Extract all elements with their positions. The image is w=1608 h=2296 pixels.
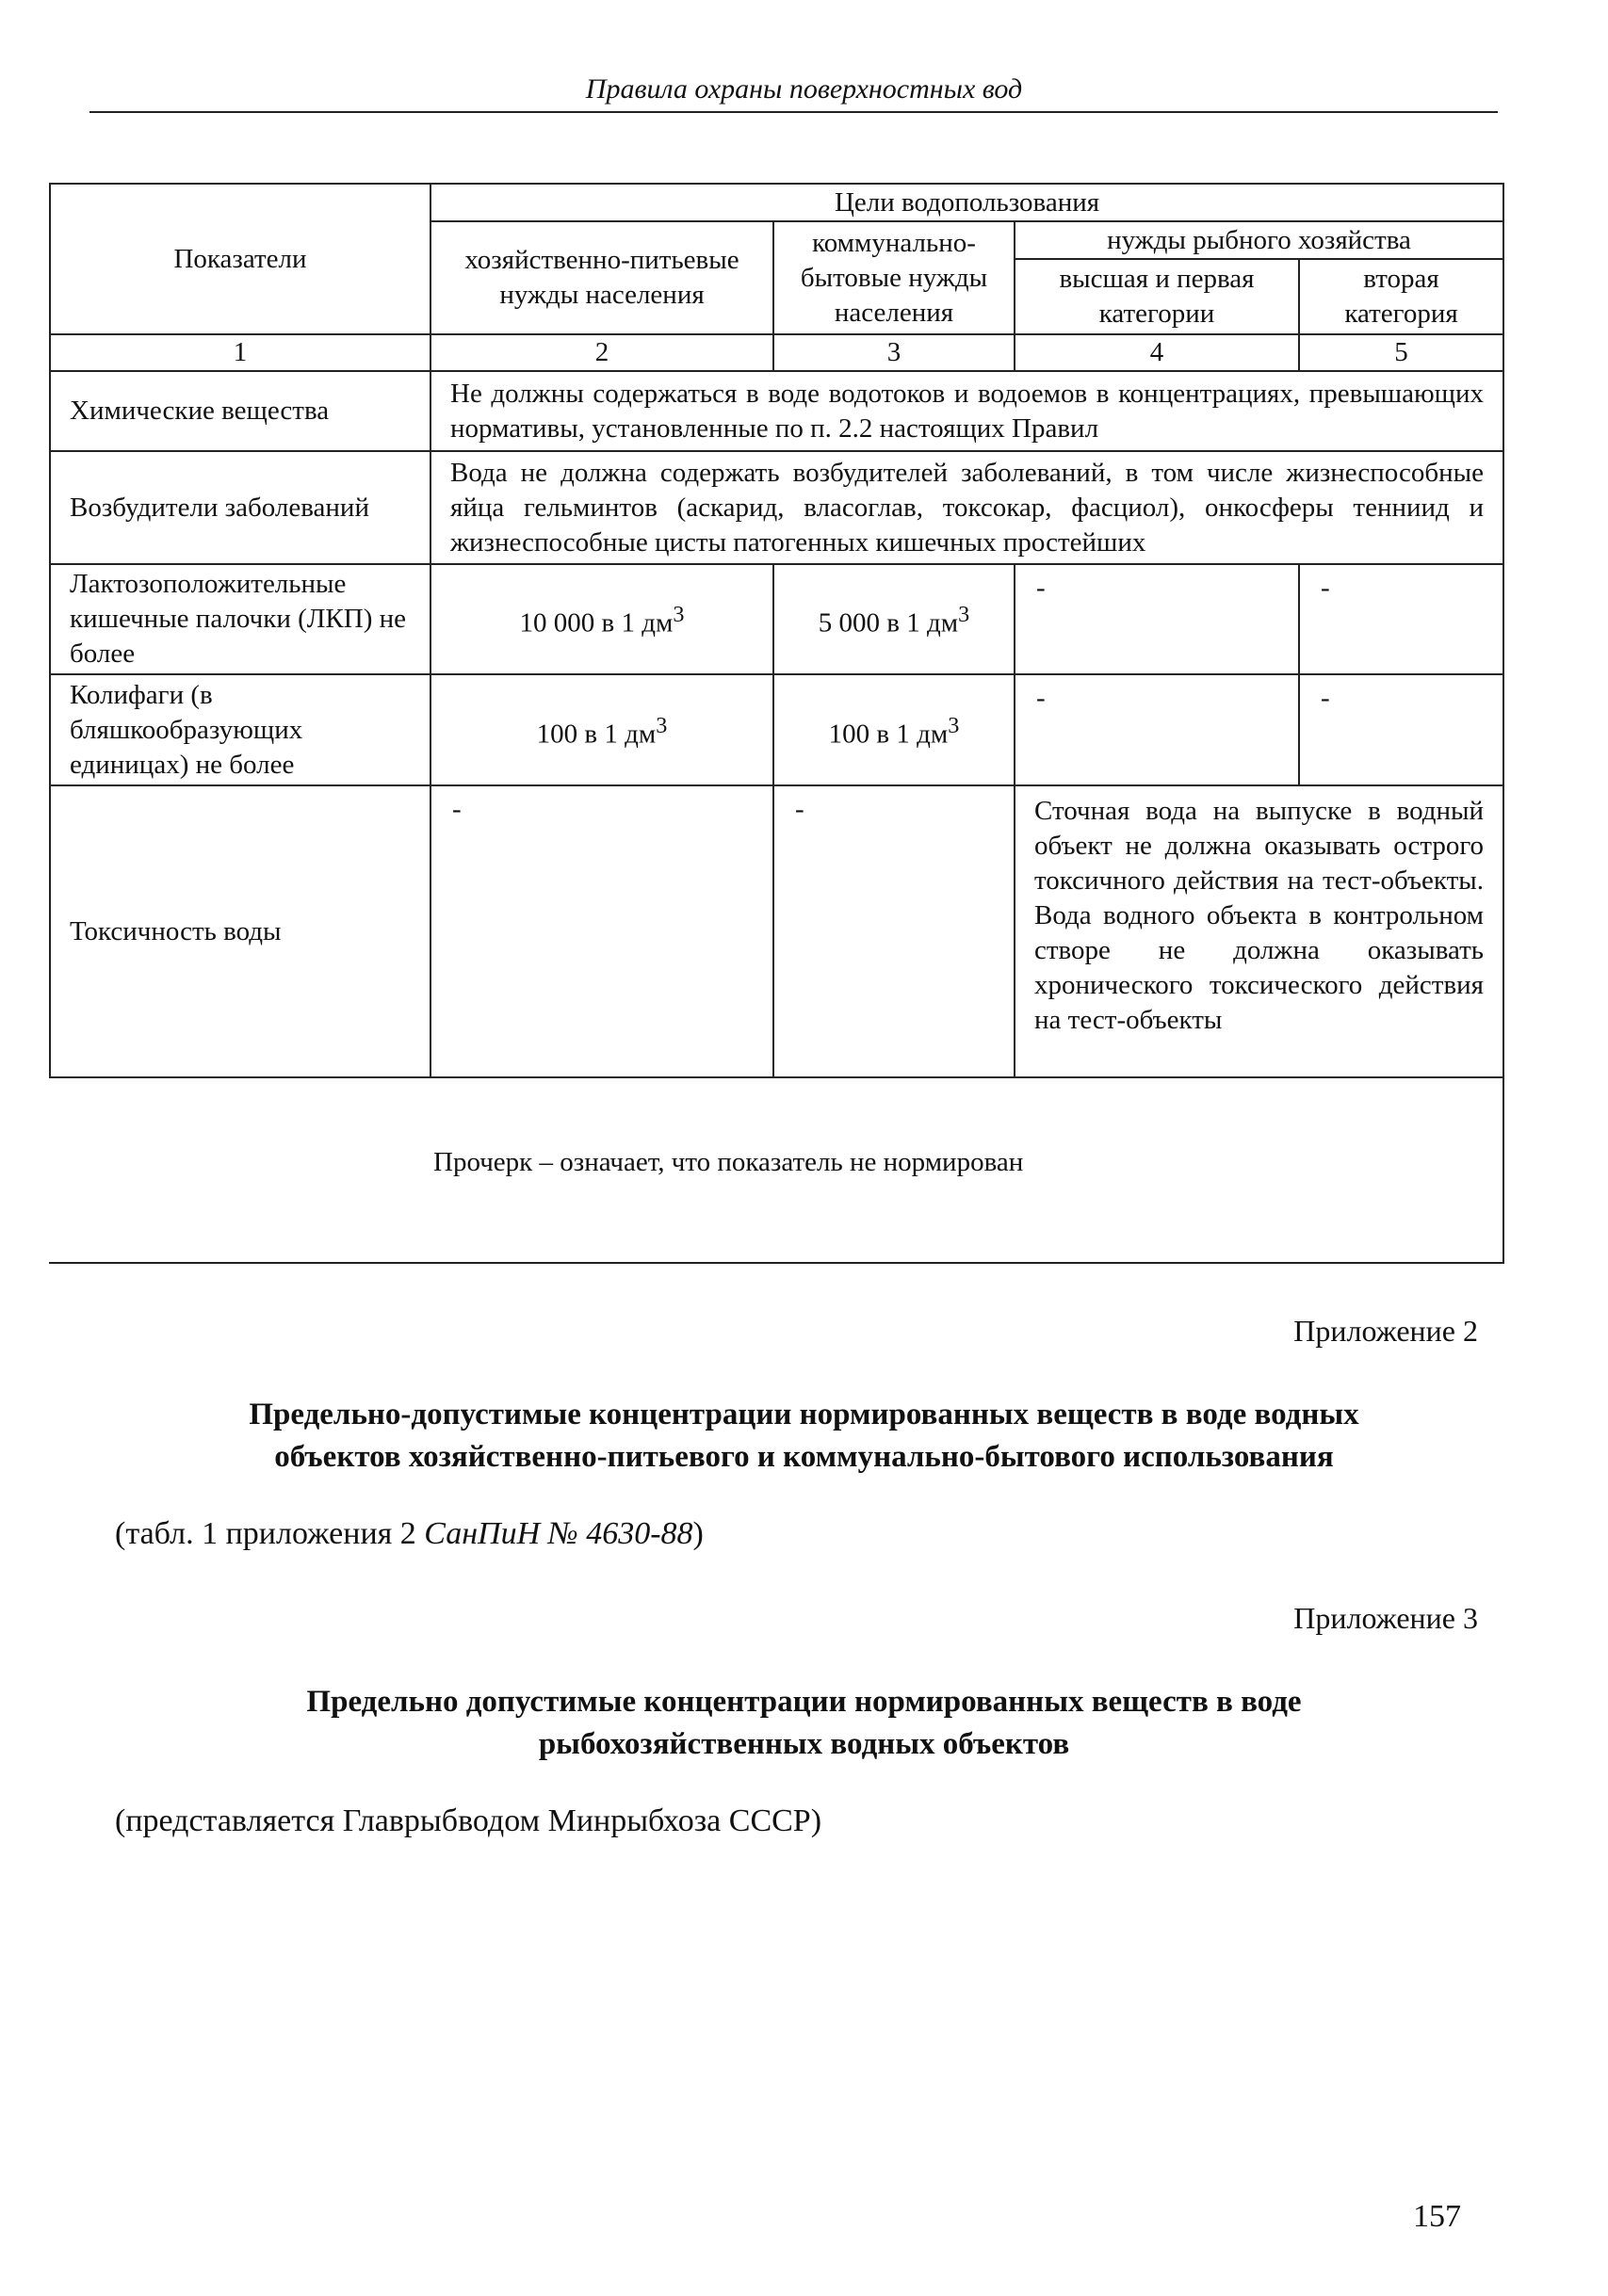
appendix-3-title: [0, 1681, 1608, 1766]
page-number: 157: [1413, 2199, 1461, 2234]
row-coli-fish-high: -: [1015, 674, 1299, 785]
lkp-household-value: 5 000 в 1 дм: [818, 607, 959, 639]
appendix-2-ref-end: ): [692, 1516, 704, 1551]
header-fish-second: вторая категория: [1299, 259, 1503, 334]
appendix-2-ref-doc: СанПиН № 4630-88: [424, 1516, 693, 1551]
header-fishery: нужды рыбного хозяйства: [1015, 221, 1503, 259]
row-tox-fishery: Сточная вода на выпуске в водный объект не должна оказывать острого токсичного действия на тест-объекты. Вода водного объекта в контрольном створе не должна оказывать хронического токсического действия на тест-объекты: [1015, 785, 1503, 1077]
row-coli-drinking: [430, 674, 773, 785]
coli-household-value: 100 в 1 дм: [828, 719, 949, 750]
appendix-2-label: Приложение 2: [1293, 1314, 1478, 1348]
row-coli-fish-second: -: [1299, 674, 1503, 785]
row-lkp-name: Лактозоположительные кишечные палочки (ЛКП) не более: [50, 564, 430, 674]
unit-power: 3: [948, 712, 960, 738]
unit-power: 3: [656, 712, 668, 738]
coli-drinking-value: 100 в 1 дм: [536, 719, 657, 750]
running-header: Правила охраны поверхностных вод: [585, 73, 1023, 105]
row-lkp-household: [773, 564, 1015, 674]
row-lkp-fish-high: -: [1015, 564, 1299, 674]
appendix-2-title-line1: Предельно-допустимые концентрации нормированных веществ в воде водных: [249, 1398, 1359, 1431]
header-household: коммунально-бытовые нужды населения: [773, 221, 1015, 334]
table-note: Прочерк – означает, что показатель не нормирован: [433, 1147, 1024, 1177]
header-drinking: хозяйственно-питьевые нужды населения: [430, 221, 773, 334]
appendix-2-title: [0, 1394, 1608, 1479]
col-number: 3: [773, 334, 1015, 371]
col-number: 5: [1299, 334, 1503, 371]
lkp-drinking-value: 10 000 в 1 дм: [519, 607, 674, 639]
row-path-name: Возбудители заболеваний: [50, 451, 430, 564]
appendix-3-reference: (представляется Главрыбводом Минрыбхоза СССР): [115, 1803, 822, 1838]
row-coli-name: Колифаги (в бляшкообразующих единицах) не более: [50, 674, 430, 785]
appendix-2-ref-start: (табл. 1 приложения 2: [115, 1516, 425, 1551]
appendix-2-title-line2: объектов хозяйственно-питьевого и коммунально-бытового использования: [274, 1440, 1334, 1474]
row-tox-drinking: -: [430, 785, 773, 1077]
row-chem-name: Химические вещества: [50, 371, 430, 451]
row-tox-household: -: [773, 785, 1015, 1077]
col-number: 2: [430, 334, 773, 371]
appendix-3-label: Приложение 3: [1293, 1601, 1478, 1635]
header-fish-high: высшая и первая категории: [1015, 259, 1299, 334]
header-indicators: Показатели: [50, 184, 430, 334]
unit-power: 3: [673, 602, 685, 628]
row-tox-name: Токсичность воды: [50, 785, 430, 1077]
water-quality-table: [49, 183, 1504, 1078]
row-path-text: Вода не должна содержать возбудителей заболеваний, в том числе жизнеспособные яйца гельминтов (аскарид, власоглав, токсокар, фасциол), онкосферы тенниид и жизнеспособные цисты патогенных кишечных простейших: [430, 451, 1503, 564]
header-purposes: Цели водопользования: [430, 184, 1503, 221]
row-coli-household: [773, 674, 1015, 785]
col-number: 1: [50, 334, 430, 371]
appendix-2-reference: [115, 1516, 704, 1552]
row-lkp-drinking: [430, 564, 773, 674]
appendix-3-title-line1: Предельно допустимые концентрации нормированных веществ в воде: [306, 1685, 1302, 1719]
row-lkp-fish-second: -: [1299, 564, 1503, 674]
header-rule: [89, 111, 1498, 113]
appendix-3-title-line2: рыбохозяйственных водных объектов: [538, 1727, 1070, 1761]
row-chem-text: Не должны содержаться в воде водотоков и водоемов в концентрациях, превышающих нормативы, установленные по п. 2.2 настоящих Правил: [430, 371, 1503, 451]
col-number: 4: [1015, 334, 1299, 371]
unit-power: 3: [958, 602, 970, 628]
